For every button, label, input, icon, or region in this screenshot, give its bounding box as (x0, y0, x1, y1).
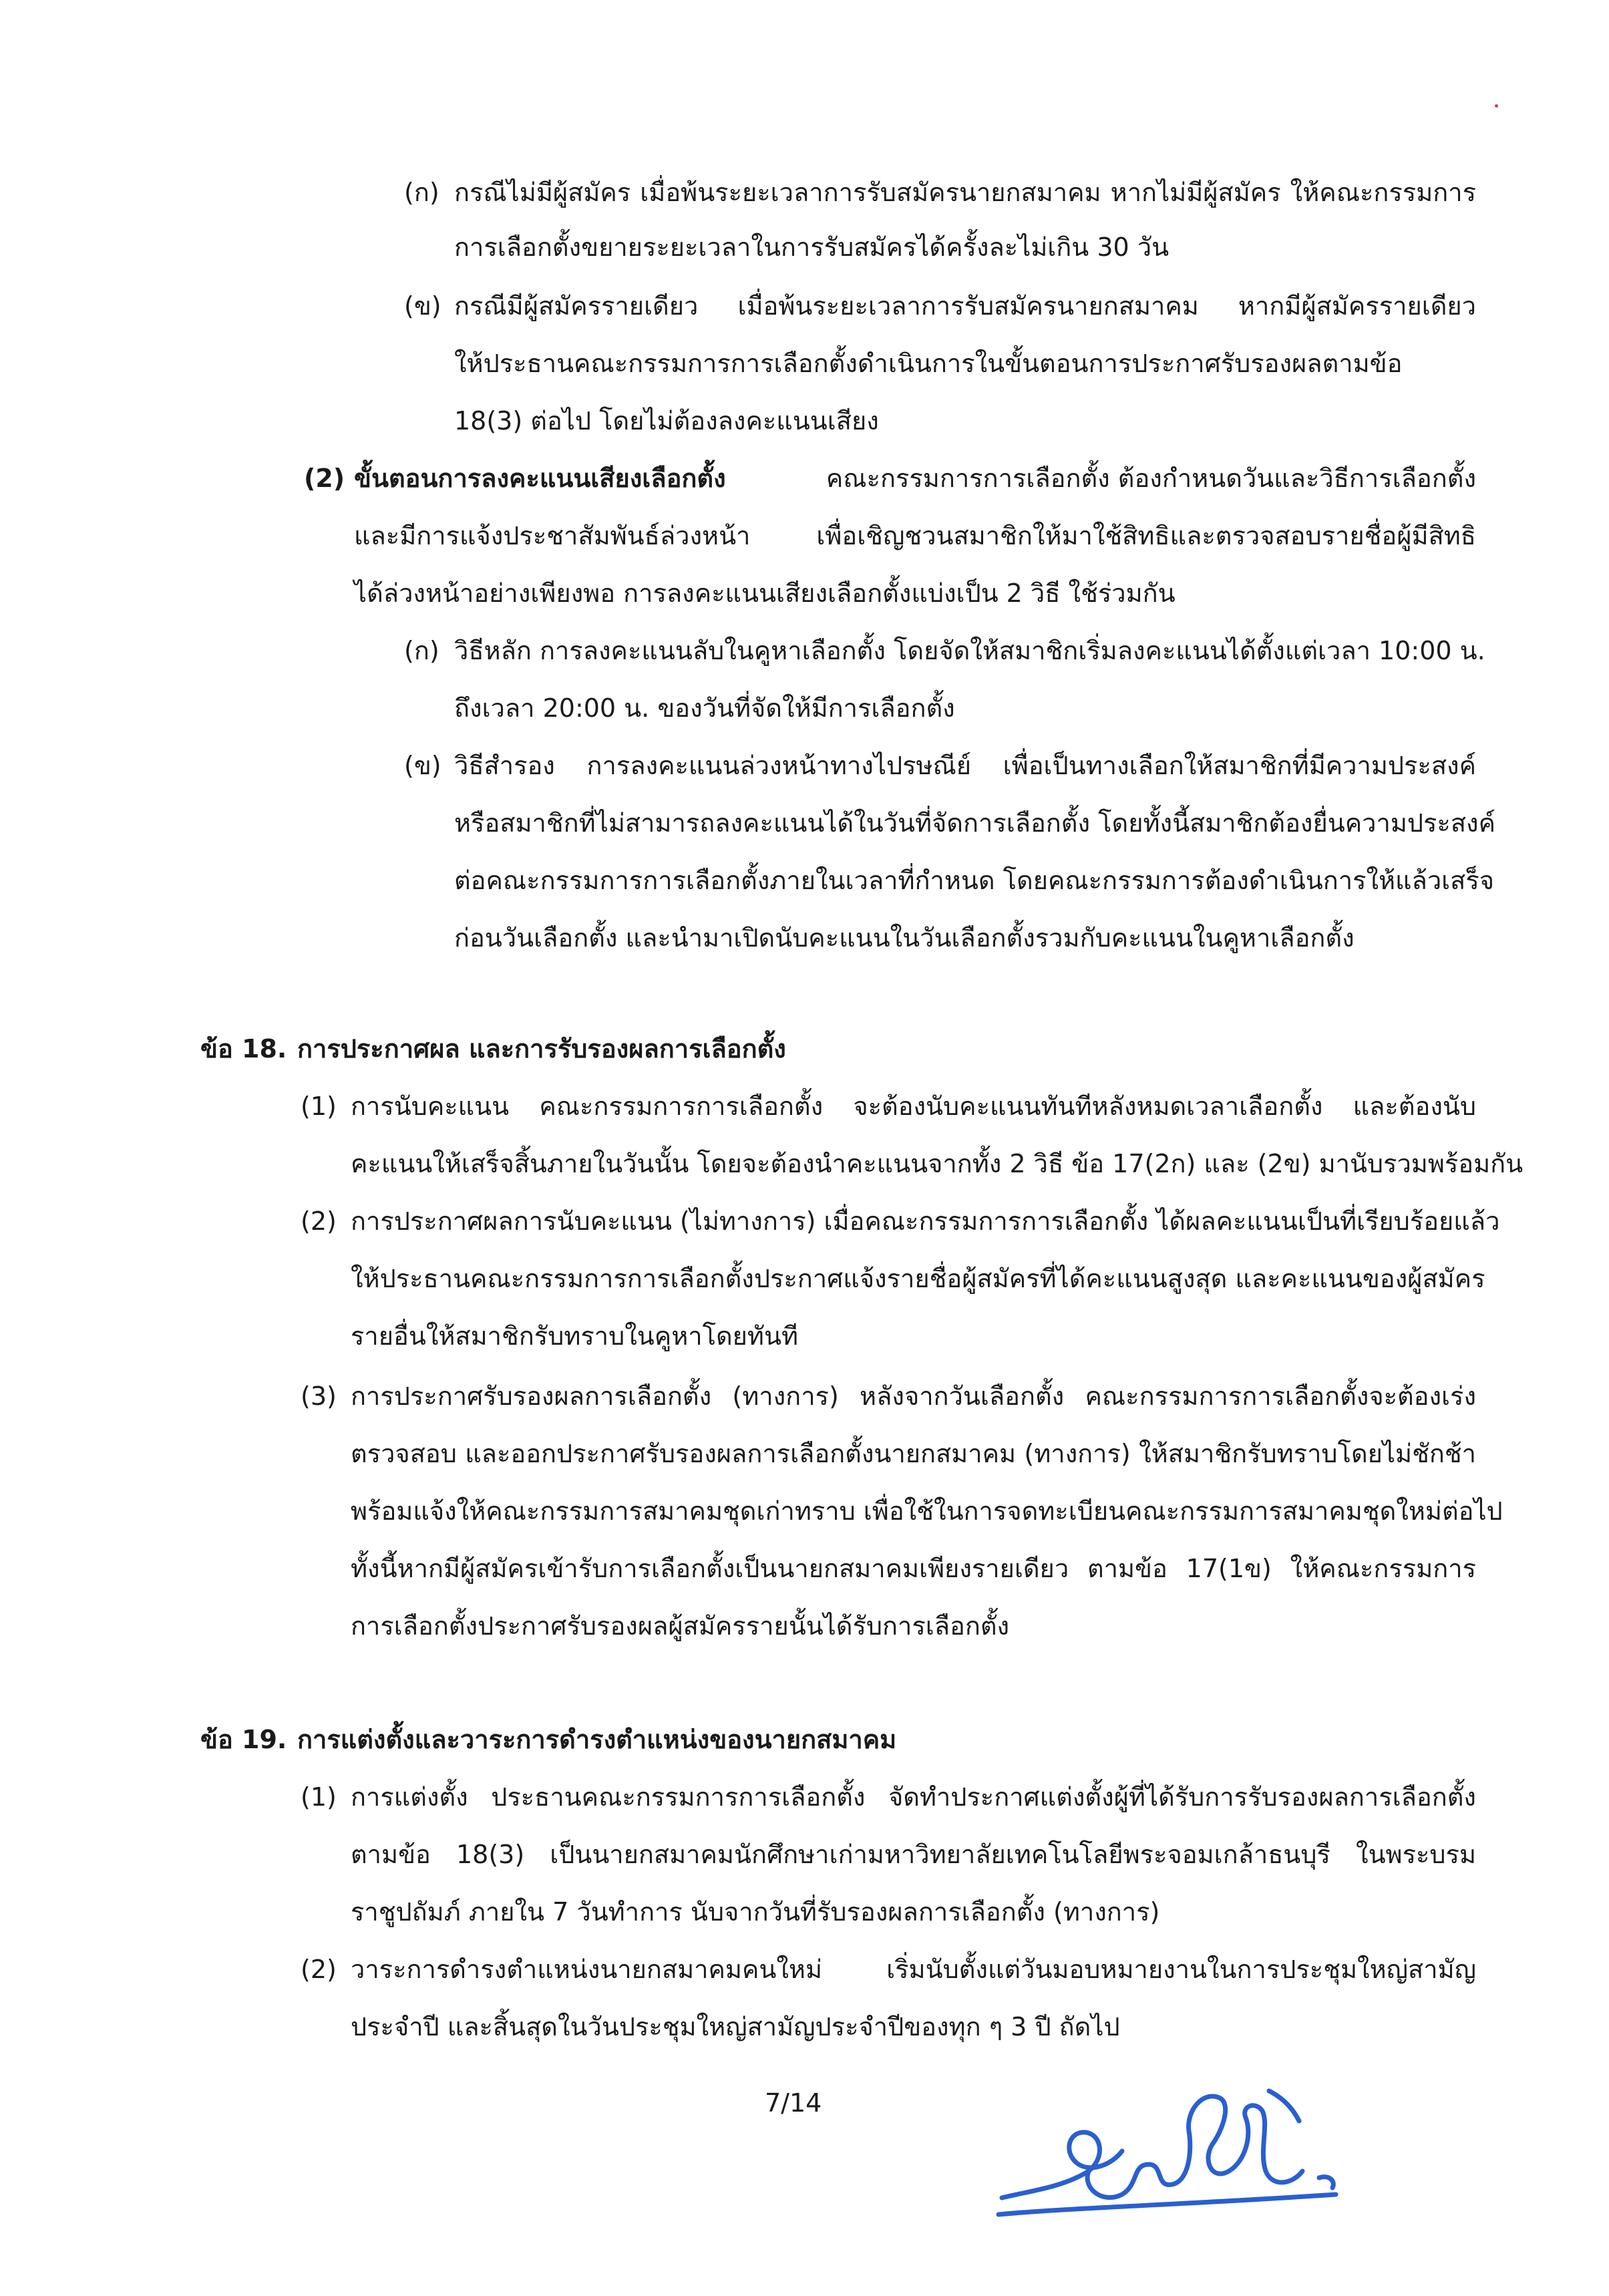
section-19-title: การแต่งตั้งและวาระการดำรงตำแหน่งของนายกสมาคม (297, 1725, 897, 1754)
item-label-ka: (ก) (404, 178, 439, 207)
red-mark (1495, 104, 1498, 108)
sec19-label-2: (2) (301, 1955, 337, 1984)
primary-method-line2: ถึงเวลา 20:00 น. ของวันที่จัดให้มีการเลือกตั้ง (454, 693, 955, 723)
section-19-number: ข้อ 19. (200, 1725, 287, 1754)
signature-stroke (999, 2091, 1336, 2215)
sec18-label-3: (3) (301, 1381, 337, 1411)
sec18-p3-line4: ทั้งนี้หากมีผู้สมัครเข้ารับการเลือกตั้งเป็นนายกสมาคมเพียงรายเดียว ตามข้อ 17(1ข) ให้คณะกรรมการ (351, 1554, 1476, 1583)
backup-method-line3: ต่อคณะกรรมการการเลือกตั้งภายในเวลาที่กำหนด โดยคณะกรรมการต้องดำเนินการให้แล้วเสร็จ (454, 866, 1495, 895)
page-number: 7/14 (765, 2088, 822, 2118)
backup-method-line4: ก่อนวันเลือกตั้ง และนำมาเปิดนับคะแนนในวันเลือกตั้งรวมกับคะแนนในคูหาเลือกตั้ง (454, 923, 1355, 953)
sec19-p1-line2: ตามข้อ 18(3) เป็นนายกสมาคมนักศึกษาเก่ามหาวิทยาลัยเทคโนโลยีพระจอมเกล้าธนบุรี ในพระบรม (351, 1840, 1476, 1869)
sec18-p2-line1: การประกาศผลการนับคะแนน (ไม่ทางการ) เมื่อคณะกรรมการการเลือกตั้ง ได้ผลคะแนนเป็นที่เรียบร้อยแล้ว (351, 1206, 1500, 1236)
sec19-p1-line1: การแต่งตั้ง ประธานคณะกรรมการการเลือกตั้ง จัดทำประกาศแต่งตั้งผู้ที่ได้รับการรับรองผลการเลือกตั้ง (351, 1782, 1476, 1812)
backup-method-line1: วิธีสำรอง การลงคะแนนล่วงหน้าทางไปรษณีย์ เพื่อเป็นทางเลือกให้สมาชิกที่มีความประสงค์ (454, 751, 1476, 780)
sec19-p2-line2: ประจำปี และสิ้นสุดในวันประชุมใหญ่สามัญประจำปีของทุก ๆ 3 ปี ถัดไป (351, 2012, 1120, 2041)
sec18-p3-line2: ตรวจสอบ และออกประกาศรับรองผลการเลือกตั้งนายกสมาคม (ทางการ) ให้สมาชิกรับทราบโดยไม่ชักช้า (351, 1439, 1476, 1468)
step2-title: ขั้นตอนการลงคะแนนเสียงเลือกตั้ง (354, 464, 726, 493)
step2-line1 (354, 461, 1476, 496)
sec18-p2-line3: รายอื่นให้สมาชิกรับทราบในคูหาโดยทันที (351, 1321, 799, 1351)
item-label-kho-2: (ข) (404, 751, 441, 780)
section-18-title: การประกาศผล และการรับรองผลการเลือกตั้ง (297, 1034, 786, 1063)
backup-method-line2: หรือสมาชิกที่ไม่สามารถลงคะแนนได้ในวันที่จัดการเลือกตั้ง โดยทั้งนี้สมาชิกต้องยื่นความประสงค์ (454, 808, 1495, 838)
sec19-label-1: (1) (301, 1782, 337, 1812)
para-no-applicant-line1: กรณีไม่มีผู้สมัคร เมื่อพ้นระยะเวลาการรับสมัครนายกสมาคม หากไม่มีผู้สมัคร ให้คณะกรรมการ (454, 178, 1476, 207)
step2-line3: ได้ล่วงหน้าอย่างเพียงพอ การลงคะแนนเสียงเลือกตั้งแบ่งเป็น 2 วิธี ใช้ร่วมกัน (354, 579, 1176, 608)
sec18-label-1: (1) (301, 1092, 337, 1121)
para-no-applicant-line2: การเลือกตั้งขยายระยะเวลาในการรับสมัครได้ครั้งละไม่เกิน 30 วัน (454, 232, 1170, 262)
sec18-p3-line3: พร้อมแจ้งให้คณะกรรมการสมาคมชุดเก่าทราบ เพื่อใช้ในการจดทะเบียนคณะกรรมการสมาคมชุดใหม่ต่อไป (351, 1496, 1503, 1526)
sec19-p1-line3: ราชูปถัมภ์ ภายใน 7 วันทำการ นับจากวันที่รับรองผลการเลือกตั้ง (ทางการ) (351, 1897, 1160, 1927)
sec18-p3-line5: การเลือกตั้งประกาศรับรองผลผู้สมัครรายนั้นได้รับการเลือกตั้ง (351, 1611, 1010, 1641)
para-single-applicant-line2: ให้ประธานคณะกรรมการการเลือกตั้งดำเนินการในขั้นตอนการประกาศรับรองผลตามข้อ (454, 349, 1403, 378)
para-single-applicant-line1: กรณีมีผู้สมัครรายเดียว เมื่อพ้นระยะเวลาการรับสมัครนายกสมาคม หากมีผู้สมัครรายเดียว (454, 291, 1476, 321)
sec18-p1-line2: คะแนนให้เสร็จสิ้นภายในวันนั้น โดยจะต้องนำคะแนนจากทั้ง 2 วิธี ข้อ 17(2ก) และ (2ข) มานับรวมพร้อมกัน (351, 1149, 1524, 1178)
item-label-kho: (ข) (404, 291, 441, 321)
step2-line2: และมีการแจ้งประชาสัมพันธ์ล่วงหน้า เพื่อเชิญชวนสมาชิกให้มาใช้สิทธิและตรวจสอบรายชื่อผู้มีสิทธิ (354, 521, 1476, 550)
sec18-p2-line2: ให้ประธานคณะกรรมการการเลือกตั้งประกาศแจ้งรายชื่อผู้สมัครที่ได้คะแนนสูงสุด และคะแนนของผู้สมัคร (351, 1264, 1485, 1293)
item-label-ka-2: (ก) (404, 636, 439, 665)
sec18-p1-line1: การนับคะแนน คณะกรรมการการเลือกตั้ง จะต้องนับคะแนนทันทีหลังหมดเวลาเลือกตั้ง และต้องนับ (351, 1092, 1476, 1121)
sec18-p3-line1: การประกาศรับรองผลการเลือกตั้ง (ทางการ) หลังจากวันเลือกตั้ง คณะกรรมการการเลือกตั้งจะต้องเร่ง (351, 1381, 1476, 1411)
sec19-p2-line1: วาระการดำรงตำแหน่งนายกสมาคมคนใหม่ เริ่มนับตั้งแต่วันมอบหมายงานในการประชุมใหญ่สามัญ (351, 1955, 1476, 1984)
sec18-label-2: (2) (301, 1206, 337, 1236)
primary-method-line1: วิธีหลัก การลงคะแนนลับในคูหาเลือกตั้ง โดยจัดให้สมาชิกเริ่มลงคะแนนได้ตั้งแต่เวลา 10:00 น. (454, 636, 1485, 665)
section-18-number: ข้อ 18. (200, 1034, 287, 1063)
step2-line1-text: คณะกรรมการการเลือกตั้ง ต้องกำหนดวันและวิธีการเลือกตั้ง (826, 464, 1476, 493)
signature-icon (989, 2071, 1363, 2245)
para-single-applicant-line3: 18(3) ต่อไป โดยไม่ต้องลงคะแนนเสียง (454, 406, 879, 436)
step-label-2: (2) (304, 464, 345, 493)
